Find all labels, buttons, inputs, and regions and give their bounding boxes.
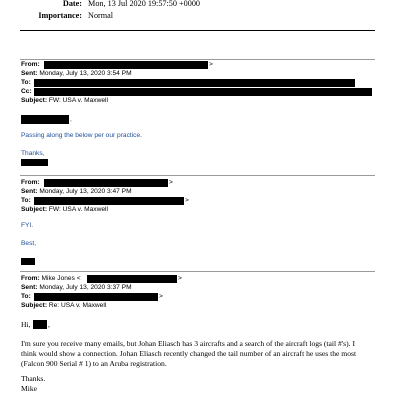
email2-closing: Best, (21, 240, 37, 247)
email2-sent-label: Sent: (21, 188, 38, 195)
email1-subject-value: FW: USA v. Maxwell (48, 97, 108, 104)
email1-to-label: To: (21, 79, 31, 86)
email3-body-line2: think would show a connection. Johan Eliasch recently changed the tail number of an aircraft he uses the most (21, 349, 357, 358)
email2-from-label: From: (21, 179, 40, 186)
email2-subject-label: Subject: (21, 206, 48, 213)
email1-subject-row (21, 97, 108, 105)
email2-body: FYI. (21, 222, 34, 229)
email3-from-suffix: > (178, 275, 182, 282)
date-row (37, 0, 200, 9)
email1-closing: Thanks, (21, 150, 45, 157)
email2-signature-redaction (21, 258, 35, 265)
email2-divider (20, 175, 375, 176)
date-label: Date: (62, 0, 82, 8)
header-divider (20, 30, 375, 31)
email2-subject-value: FW: USA v. Maxwell (48, 206, 108, 213)
email1-subject-label: Subject: (21, 97, 48, 104)
importance-value: Normal (88, 11, 114, 20)
email1-greeting-redaction (21, 115, 69, 124)
importance-label: Importance: (38, 11, 82, 20)
email3-sent-row (21, 284, 132, 292)
email2-to-label: To: (21, 197, 31, 204)
email1-cc-redaction (34, 88, 372, 96)
email3-subject-value: Re: USA v. Maxwell (48, 302, 107, 309)
email2-subject-row (21, 206, 108, 214)
email1-sent-value: Monday, July 13, 2020 3:54 PM (39, 70, 132, 77)
email1-cc-row (21, 88, 32, 96)
email1-from-label: From: (21, 61, 40, 68)
email1-divider (20, 59, 375, 60)
email1-body: Passing along the below per our practice. (21, 132, 142, 139)
email3-greeting-suffix: , (48, 320, 50, 329)
email3-signature: Mike (21, 384, 38, 393)
email1-signature-redaction (21, 159, 48, 166)
email3-to-redaction (34, 293, 158, 301)
email3-to-suffix: > (159, 293, 163, 300)
email1-cc-label: Cc: (21, 88, 32, 95)
date-value: Mon, 13 Jul 2020 19:57:50 +0000 (88, 0, 201, 8)
email2-to-row (21, 197, 31, 205)
email3-closing: Thanks. (21, 374, 46, 383)
email1-sent-row (21, 70, 132, 78)
email2-from-redaction (44, 179, 168, 187)
email3-greeting-prefix: Hi, (21, 320, 31, 329)
email3-body-line1: I'm sure you receive many emails, but Johan Eliasch has 3 aircrafts and a search of the aircraft logs (tail #'s). I (21, 339, 355, 348)
email3-divider (20, 271, 375, 272)
email3-from-value: Mike Jones < (41, 275, 81, 282)
email2-from-suffix: > (169, 179, 173, 186)
email1-to-redaction (34, 79, 355, 87)
email3-from-redaction (87, 275, 177, 283)
email1-from-redaction (44, 61, 208, 69)
email1-greeting-suffix: , (70, 116, 72, 123)
email1-sent-label: Sent: (21, 70, 38, 77)
importance-row (22, 11, 113, 21)
email2-to-redaction (34, 197, 184, 205)
email1-from-row (21, 61, 40, 69)
email2-sent-row (21, 188, 132, 196)
email3-to-label: To: (21, 293, 31, 300)
email3-sent-value: Monday, July 13, 2020 3:37 PM (39, 284, 132, 291)
email1-from-suffix: > (209, 61, 213, 68)
email2-from-row (21, 179, 40, 187)
email3-to-row (21, 293, 31, 301)
email3-from-label: From: (21, 275, 40, 282)
email3-sent-label: Sent: (21, 284, 38, 291)
email2-to-suffix: > (185, 197, 189, 204)
email1-to-row (21, 79, 31, 87)
email3-greeting-redaction (33, 320, 47, 329)
email3-subject-row (21, 302, 106, 310)
email3-from-row (21, 275, 81, 283)
email3-subject-label: Subject: (21, 302, 48, 309)
email3-body-line3: (Falcon 900 Serial # 1) to an Aruba registration. (21, 359, 167, 368)
email2-sent-value: Monday, July 13, 2020 3:47 PM (39, 188, 132, 195)
